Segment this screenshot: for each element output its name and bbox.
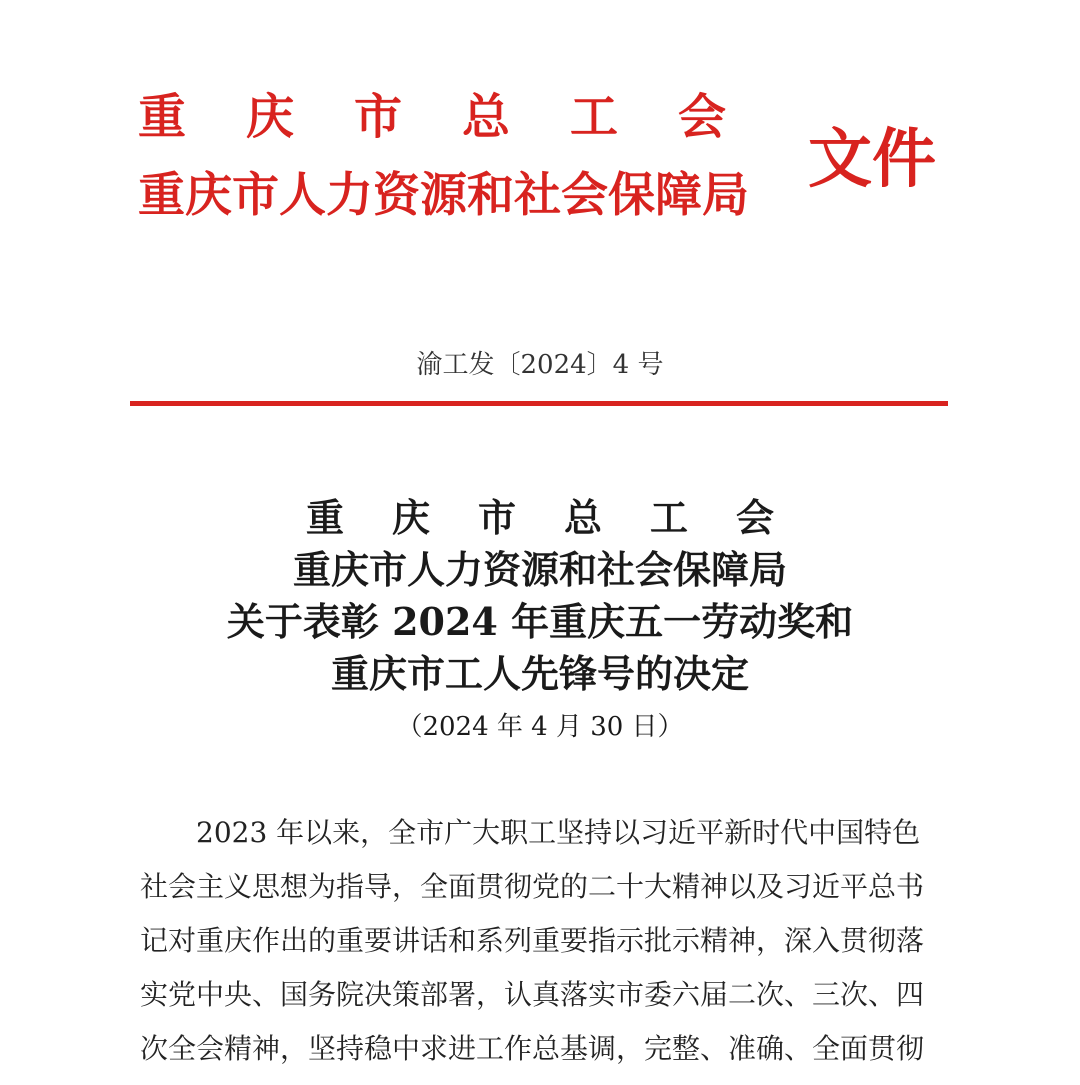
document-date: （2024 年 4 月 30 日） xyxy=(396,712,684,742)
document-number: 渝工发〔2024〕4 号 xyxy=(416,350,664,380)
title-line-subject-cont: 重庆市工人先锋号的决定 xyxy=(330,651,749,696)
body-line: 社会主义思想为指导，全面贯彻党的二十大精神以及习近平总书 xyxy=(140,870,925,903)
title-line-subject: 关于表彰 2024 年重庆五一劳动奖和 xyxy=(226,599,854,644)
body-line: 次全会精神，坚持稳中求进工作总基调，完整、准确、全面贯彻 xyxy=(140,1032,925,1065)
document-word: 文件 xyxy=(808,122,936,197)
red-divider xyxy=(130,401,948,406)
title-line-hr-bureau: 重庆市人力资源和社会保障局 xyxy=(292,547,787,592)
document-title xyxy=(0,492,1080,700)
body-line: 2023 年以来，全市广大职工坚持以习近平新时代中国特色 xyxy=(196,816,921,849)
body-line: 记对重庆作出的重要讲话和系列重要指示批示精神，深入贯彻落 xyxy=(140,924,925,957)
body-line: 实党中央、国务院决策部署，认真落实市委六届二次、三次、四 xyxy=(140,978,925,1011)
title-line-union: 重庆市总工会 xyxy=(305,495,822,540)
issuer-line-union: 重庆市总工会 xyxy=(138,89,787,145)
issuer-line-hr-bureau: 重庆市人力资源和社会保障局 xyxy=(138,168,749,223)
body-paragraph xyxy=(140,806,940,1076)
